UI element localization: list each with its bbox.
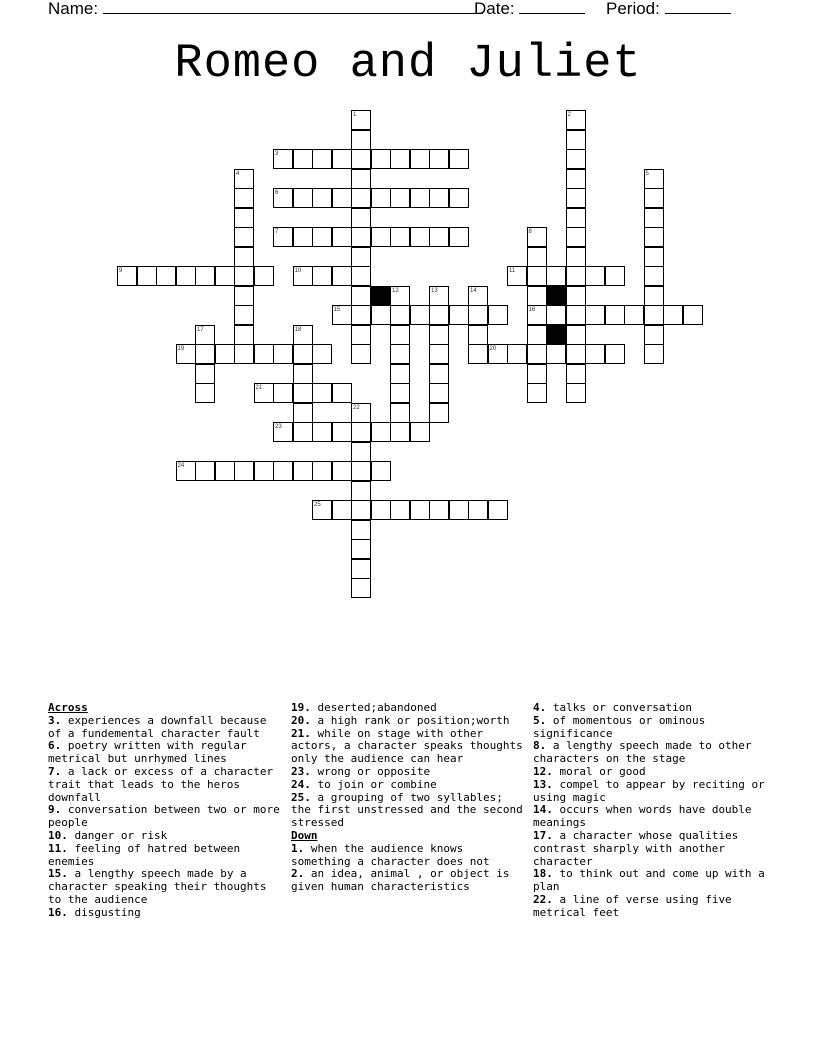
blocked-cell xyxy=(371,286,391,306)
clue-number-label: 25. xyxy=(291,790,311,804)
clue-text: to think out and come up with a plan xyxy=(533,867,765,894)
clue-number-label: 13. xyxy=(533,777,553,791)
grid-cell[interactable] xyxy=(332,188,352,208)
grid-cell[interactable] xyxy=(351,422,371,442)
clues-column-3 xyxy=(533,702,769,920)
grid-cell[interactable] xyxy=(566,286,586,306)
grid-cell[interactable] xyxy=(351,149,371,169)
grid-cell[interactable] xyxy=(527,364,547,384)
across-clue xyxy=(48,766,280,804)
across-clue-list-continued xyxy=(291,702,523,830)
grid-cell[interactable] xyxy=(332,461,352,481)
grid-cell[interactable] xyxy=(293,422,313,442)
across-heading: Across xyxy=(48,701,88,714)
grid-cell[interactable] xyxy=(429,403,449,423)
grid-cell[interactable] xyxy=(351,247,371,267)
blocked-cell xyxy=(546,325,566,345)
grid-cell[interactable] xyxy=(429,227,449,247)
grid-cell[interactable] xyxy=(332,227,352,247)
clue-number: 22 xyxy=(353,404,360,411)
clue-number-label: 17. xyxy=(533,828,553,842)
down-clue xyxy=(533,830,769,868)
grid-cell[interactable] xyxy=(371,149,391,169)
clue-number: 2 xyxy=(567,112,571,118)
grid-cell[interactable] xyxy=(527,383,547,403)
grid-cell[interactable] xyxy=(234,266,254,286)
grid-cell[interactable] xyxy=(527,286,547,306)
grid-cell[interactable] xyxy=(273,383,293,403)
grid-cell[interactable] xyxy=(390,383,410,403)
across-clue xyxy=(48,804,280,830)
grid-cell[interactable] xyxy=(312,149,332,169)
grid-cell[interactable] xyxy=(605,344,625,364)
grid-cell[interactable] xyxy=(195,344,215,364)
clue-number: 19 xyxy=(177,346,185,352)
grid-cell[interactable] xyxy=(605,266,625,286)
grid-cell[interactable] xyxy=(371,461,391,481)
grid-cell[interactable] xyxy=(351,442,371,462)
clue-number-label: 5. xyxy=(533,713,547,727)
clue-text: a lengthy speech made to other characters on the stage xyxy=(533,739,752,766)
clue-number: 6 xyxy=(275,190,279,196)
grid-cell[interactable] xyxy=(429,149,449,169)
grid-cell[interactable] xyxy=(644,247,664,267)
grid-cell[interactable] xyxy=(644,325,664,345)
down-clue xyxy=(533,740,769,766)
clue-text: a lengthy speech made by a character speaking their thoughts to the audience xyxy=(48,867,267,906)
grid-cell[interactable] xyxy=(644,305,664,325)
clue-number: 17 xyxy=(197,326,204,333)
grid-cell[interactable] xyxy=(468,305,488,325)
grid-cell[interactable] xyxy=(644,266,664,286)
grid-cell[interactable] xyxy=(254,344,274,364)
clue-text: when the audience knows something a character does not xyxy=(291,841,490,868)
clue-text: an idea, animal , or object is given human characteristics xyxy=(291,867,510,894)
down-clue xyxy=(533,779,769,805)
grid-cell[interactable] xyxy=(683,305,703,325)
grid-cell[interactable] xyxy=(351,578,371,598)
clue-text: to join or combine xyxy=(310,777,437,791)
grid-cell[interactable] xyxy=(449,188,469,208)
grid-cell[interactable] xyxy=(351,208,371,228)
down-clue xyxy=(533,894,769,920)
grid-cell[interactable] xyxy=(644,188,664,208)
grid-cell[interactable] xyxy=(332,422,352,442)
grid-cell[interactable] xyxy=(156,266,176,286)
grid-cell[interactable] xyxy=(566,383,586,403)
grid-cell[interactable] xyxy=(312,344,332,364)
clue-number-label: 19. xyxy=(291,701,311,714)
grid-cell[interactable] xyxy=(644,286,664,306)
clue-text: poetry written with regular metrical but unrhymed lines xyxy=(48,739,247,766)
grid-cell[interactable] xyxy=(332,266,352,286)
grid-cell[interactable] xyxy=(566,188,586,208)
clue-number: 4 xyxy=(236,170,240,177)
clue-number-label: 21. xyxy=(291,726,311,740)
down-clue xyxy=(533,804,769,830)
grid-cell[interactable] xyxy=(429,364,449,384)
clue-number: 24 xyxy=(177,463,185,469)
clue-text: of momentous or ominous significance xyxy=(533,713,706,740)
grid-cell[interactable] xyxy=(195,266,215,286)
grid-cell[interactable] xyxy=(566,227,586,247)
grid-cell[interactable] xyxy=(468,325,488,345)
clue-number-label: 8. xyxy=(533,739,547,753)
grid-cell[interactable] xyxy=(390,422,410,442)
grid-cell[interactable] xyxy=(371,188,391,208)
grid-cell[interactable] xyxy=(293,188,313,208)
grid-cell[interactable] xyxy=(566,344,586,364)
clue-text: deserted;abandoned xyxy=(310,701,437,714)
grid-cell[interactable] xyxy=(585,266,605,286)
grid-cell[interactable] xyxy=(195,364,215,384)
clue-text: compel to appear by reciting or using magic xyxy=(533,777,765,804)
grid-cell[interactable] xyxy=(566,208,586,228)
clue-number-label: 3. xyxy=(48,713,62,727)
grid-cell[interactable] xyxy=(390,325,410,345)
grid-cell[interactable] xyxy=(546,305,566,325)
blocked-cell xyxy=(546,286,566,306)
grid-cell[interactable] xyxy=(351,481,371,501)
clue-number-label: 12. xyxy=(533,764,553,778)
grid-cell[interactable] xyxy=(176,266,196,286)
grid-cell[interactable] xyxy=(312,383,332,403)
clue-number-label: 6. xyxy=(48,739,62,753)
grid-cell[interactable] xyxy=(507,344,527,364)
clue-number-label: 16. xyxy=(48,905,68,919)
grid-cell[interactable] xyxy=(566,247,586,267)
clue-text: feeling of hatred between enemies xyxy=(48,841,241,868)
grid-cell[interactable] xyxy=(234,208,254,228)
clue-number-label: 18. xyxy=(533,867,553,881)
grid-cell[interactable] xyxy=(390,364,410,384)
grid-cell[interactable] xyxy=(254,266,274,286)
grid-cell[interactable] xyxy=(566,305,586,325)
grid-cell[interactable] xyxy=(293,344,313,364)
grid-cell[interactable] xyxy=(663,305,683,325)
grid-cell[interactable] xyxy=(312,461,332,481)
grid-cell[interactable] xyxy=(293,403,313,423)
grid-cell[interactable] xyxy=(371,305,391,325)
grid-cell[interactable] xyxy=(390,149,410,169)
grid-cell[interactable] xyxy=(332,383,352,403)
clue-number: 18 xyxy=(294,326,302,333)
grid-cell[interactable] xyxy=(293,227,313,247)
date-label: Date: xyxy=(474,0,515,18)
grid-cell[interactable] xyxy=(293,461,313,481)
grid-cell[interactable] xyxy=(234,227,254,247)
grid-cell[interactable] xyxy=(468,500,488,520)
grid-cell[interactable] xyxy=(566,169,586,189)
clue-text: moral or good xyxy=(552,764,646,778)
grid-cell[interactable] xyxy=(429,383,449,403)
clue-text: a grouping of two syllables; the first unstressed and the second stressed xyxy=(291,790,523,830)
grid-cell[interactable] xyxy=(351,344,371,364)
clue-number: 9 xyxy=(119,268,123,274)
grid-cell[interactable] xyxy=(351,539,371,559)
clue-text: danger or risk xyxy=(67,828,168,842)
grid-cell[interactable] xyxy=(566,266,586,286)
clues-column-2 xyxy=(291,702,523,894)
clue-number-label: 14. xyxy=(533,803,553,817)
across-clue xyxy=(48,843,280,869)
clue-number: 8 xyxy=(528,229,532,235)
down-clue xyxy=(533,868,769,894)
clue-text: talks or conversation xyxy=(546,701,692,714)
grid-cell[interactable] xyxy=(585,305,605,325)
grid-cell[interactable] xyxy=(410,149,430,169)
clue-text: occurs when words have double meanings xyxy=(533,803,752,830)
grid-cell[interactable] xyxy=(488,500,508,520)
grid-cell[interactable] xyxy=(351,305,371,325)
grid-cell[interactable] xyxy=(312,227,332,247)
clue-text: while on stage with other actors, a character speaks thoughts only the audience can hear xyxy=(291,726,523,766)
clue-text: experiences a downfall because of a fundemental character fault xyxy=(48,713,267,740)
grid-cell[interactable] xyxy=(195,461,215,481)
grid-cell[interactable] xyxy=(234,286,254,306)
grid-cell[interactable] xyxy=(215,461,235,481)
down-clue-list-continued xyxy=(533,702,769,920)
grid-cell[interactable] xyxy=(449,149,469,169)
clue-number: 13 xyxy=(431,287,438,294)
grid-cell[interactable] xyxy=(351,188,371,208)
grid-cell[interactable] xyxy=(195,383,215,403)
clue-number: 15 xyxy=(333,307,341,313)
grid-cell[interactable] xyxy=(293,149,313,169)
grid-cell[interactable] xyxy=(644,344,664,364)
grid-cell[interactable] xyxy=(488,305,508,325)
clue-number-label: 7. xyxy=(48,764,62,778)
grid-cell[interactable] xyxy=(566,149,586,169)
grid-cell[interactable] xyxy=(351,325,371,345)
grid-cell[interactable] xyxy=(293,364,313,384)
clue-number: 12 xyxy=(392,287,399,294)
grid-cell[interactable] xyxy=(546,344,566,364)
clue-text: a lack or excess of a character trait that leads to the heros downfall xyxy=(48,764,274,804)
grid-cell[interactable] xyxy=(312,266,332,286)
clue-number: 10 xyxy=(294,268,302,274)
period-label: Period: xyxy=(606,0,660,18)
grid-cell[interactable] xyxy=(527,344,547,364)
clue-number: 16 xyxy=(528,307,536,313)
name-label: Name: xyxy=(48,0,99,18)
grid-cell[interactable] xyxy=(429,344,449,364)
clue-number: 21 xyxy=(255,385,263,391)
clue-number-label: 24. xyxy=(291,777,311,791)
grid-cell[interactable] xyxy=(410,188,430,208)
across-clue-list xyxy=(48,715,280,920)
grid-cell[interactable] xyxy=(429,305,449,325)
down-clue xyxy=(291,868,523,894)
clue-text: wrong or opposite xyxy=(310,764,431,778)
grid-cell[interactable] xyxy=(410,305,430,325)
clue-number-label: 22. xyxy=(533,892,553,906)
grid-cell[interactable] xyxy=(351,461,371,481)
grid-cell[interactable] xyxy=(312,422,332,442)
grid-cell[interactable] xyxy=(624,305,644,325)
grid-cell[interactable] xyxy=(410,422,430,442)
clue-number-label: 10. xyxy=(48,828,68,842)
clue-number: 14 xyxy=(470,287,477,294)
grid-cell[interactable] xyxy=(371,500,391,520)
across-clue xyxy=(291,792,523,830)
grid-cell[interactable] xyxy=(390,227,410,247)
clue-text: a character whose qualities contrast sharply with another character xyxy=(533,828,739,868)
clue-number: 3 xyxy=(275,151,279,157)
grid-cell[interactable] xyxy=(234,305,254,325)
grid-cell[interactable] xyxy=(371,422,391,442)
grid-cell[interactable] xyxy=(410,227,430,247)
clue-text: a line of verse using five metrical feet xyxy=(533,892,732,919)
grid-cell[interactable] xyxy=(351,130,371,150)
grid-cell[interactable] xyxy=(215,266,235,286)
grid-cell[interactable] xyxy=(351,286,371,306)
clue-number: 11 xyxy=(509,268,516,274)
grid-cell[interactable] xyxy=(468,344,488,364)
clue-number: 7 xyxy=(275,229,279,235)
grid-cell[interactable] xyxy=(429,500,449,520)
grid-cell[interactable] xyxy=(273,461,293,481)
grid-cell[interactable] xyxy=(429,325,449,345)
clue-text: disgusting xyxy=(67,905,141,919)
clue-number: 25 xyxy=(314,502,321,508)
grid-cell[interactable] xyxy=(351,266,371,286)
grid-cell[interactable] xyxy=(351,520,371,540)
grid-cell[interactable] xyxy=(273,344,293,364)
grid-cell[interactable] xyxy=(351,559,371,579)
clue-number-label: 11. xyxy=(48,841,68,855)
grid-cell[interactable] xyxy=(644,208,664,228)
down-clue xyxy=(533,715,769,741)
clue-number: 1 xyxy=(353,112,357,118)
grid-cell[interactable] xyxy=(566,325,586,345)
grid-cell[interactable] xyxy=(566,130,586,150)
grid-cell[interactable] xyxy=(527,266,547,286)
grid-cell[interactable] xyxy=(215,344,235,364)
across-clue xyxy=(48,868,280,906)
grid-cell[interactable] xyxy=(234,344,254,364)
clue-number-label: 23. xyxy=(291,764,311,778)
grid-cell[interactable] xyxy=(585,344,605,364)
grid-cell[interactable] xyxy=(234,188,254,208)
grid-cell[interactable] xyxy=(527,247,547,267)
grid-cell[interactable] xyxy=(449,500,469,520)
down-clue xyxy=(291,843,523,869)
grid-cell[interactable] xyxy=(254,461,274,481)
grid-cell[interactable] xyxy=(390,344,410,364)
clue-number-label: 1. xyxy=(291,841,305,855)
across-clue xyxy=(291,728,523,766)
grid-cell[interactable] xyxy=(351,169,371,189)
grid-cell[interactable] xyxy=(390,500,410,520)
grid-cell[interactable] xyxy=(312,188,332,208)
grid-cell[interactable] xyxy=(390,188,410,208)
clue-number: 23 xyxy=(275,424,282,430)
grid-cell[interactable] xyxy=(566,364,586,384)
grid-cell[interactable] xyxy=(332,500,352,520)
grid-cell[interactable] xyxy=(234,325,254,345)
grid-cell[interactable] xyxy=(351,227,371,247)
across-clue xyxy=(48,740,280,766)
grid-cell[interactable] xyxy=(546,266,566,286)
grid-cell[interactable] xyxy=(234,247,254,267)
clue-number: 5 xyxy=(645,170,649,177)
grid-cell[interactable] xyxy=(332,149,352,169)
grid-cell[interactable] xyxy=(390,305,410,325)
grid-cell[interactable] xyxy=(410,500,430,520)
page-title: Romeo and Juliet xyxy=(174,38,642,91)
clue-number-label: 15. xyxy=(48,867,68,881)
across-clue xyxy=(48,715,280,741)
down-clue-list xyxy=(291,843,523,894)
grid-cell[interactable] xyxy=(527,325,547,345)
grid-cell[interactable] xyxy=(449,305,469,325)
grid-cell[interactable] xyxy=(351,500,371,520)
grid-cell[interactable] xyxy=(605,305,625,325)
clue-number-label: 9. xyxy=(48,803,62,817)
grid-cell[interactable] xyxy=(429,188,449,208)
clue-text: conversation between two or more people xyxy=(48,803,280,830)
grid-cell[interactable] xyxy=(390,403,410,423)
across-clue xyxy=(48,907,280,920)
clue-number-label: 4. xyxy=(533,701,547,714)
grid-cell[interactable] xyxy=(234,461,254,481)
clues-column-1 xyxy=(48,702,280,920)
grid-cell[interactable] xyxy=(449,227,469,247)
down-heading: Down xyxy=(291,828,318,842)
clue-number-label: 20. xyxy=(291,713,311,727)
clue-number: 20 xyxy=(489,346,497,352)
grid-cell[interactable] xyxy=(371,227,391,247)
clue-number-label: 2. xyxy=(291,867,305,881)
clue-text: a high rank or position;worth xyxy=(310,713,510,727)
grid-cell[interactable] xyxy=(293,383,313,403)
grid-cell[interactable] xyxy=(644,227,664,247)
grid-cell[interactable] xyxy=(137,266,157,286)
